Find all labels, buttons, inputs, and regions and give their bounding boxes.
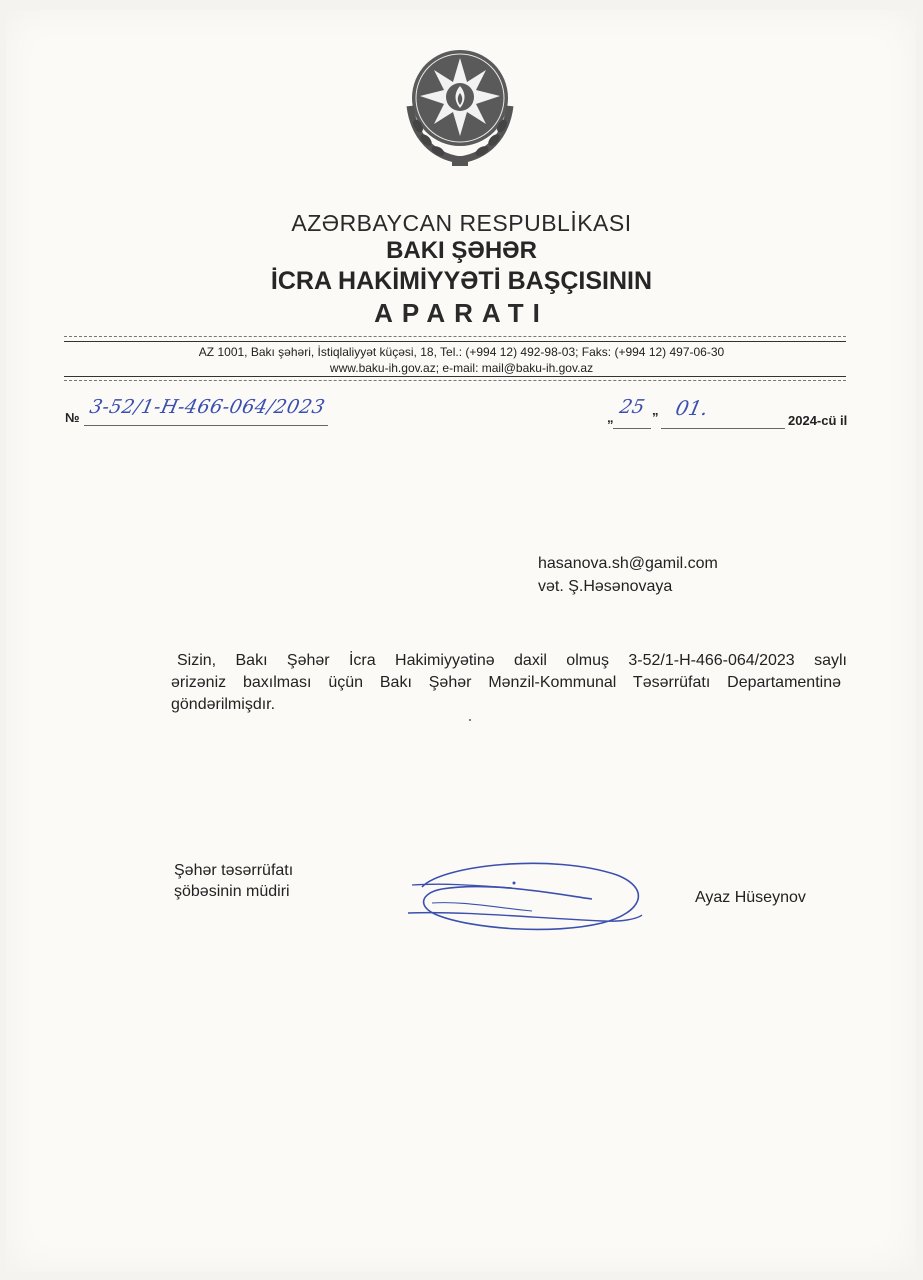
signer-name: Ayaz Hüseynov [695,889,806,906]
body-line-2: ərizəniz baxılması üçün Bakı Şəhər Mənzil-Kommunal Təsərrüfatı Departamentinə [171,674,841,691]
date-day-underline [613,428,651,429]
recipient-name: vət. Ş.Həsənovaya [538,578,673,595]
signer-title-line2: şöbəsinin müdiri [174,883,290,900]
date-quote-close: ” [652,410,659,425]
header-city: BAKI ŞƏHƏR [386,237,537,264]
letter-body [171,650,847,716]
handwritten-date-day: 25 [617,396,647,418]
handwritten-signature [402,855,652,935]
header-divider-dashed-bottom [64,380,846,381]
signer-title-line1: Şəhər təsərrüfatı [174,862,294,879]
document-page [6,10,916,1272]
number-underline [84,425,328,426]
contact-web-email: www.baku-ih.gov.az; e-mail: mail@baku-ih.gov.az [329,361,594,375]
state-emblem-icon [404,46,516,174]
header-office: APARATI [374,298,549,328]
header-divider-bottom [64,376,846,377]
date-quote-open: „ [607,410,614,425]
handwritten-date-month: 01. [673,396,711,420]
header-divider-top [64,341,846,342]
header-divider-dashed-top [64,336,846,337]
paper-speck [469,719,471,721]
number-label: № [65,410,80,425]
contact-address: AZ 1001, Bakı şəhəri, İstiqlaliyyət küçəsi, 18, Tel.: (+994 12) 492-98-03; Faks: (+994 12) 497-06-30 [198,345,725,359]
header-authority: İCRA HAKİMİYYƏTİ BAŞÇISININ [270,267,653,295]
body-line-1: Sizin, Bakı Şəhər İcra Hakimiyyətinə daxil olmuş 3-52/1-H-466-064/2023 saylı [177,652,847,669]
date-year-label: 2024-cü il [788,413,848,428]
recipient-email: hasanova.sh@gamil.com [538,555,718,572]
body-line-3: göndərilmişdır. [171,696,276,713]
handwritten-reference-number: 3-52/1-H-466-064/2023 [87,396,328,418]
date-month-underline [661,428,785,429]
header-country: AZƏRBAYCAN RESPUBLİKASI [291,210,632,236]
